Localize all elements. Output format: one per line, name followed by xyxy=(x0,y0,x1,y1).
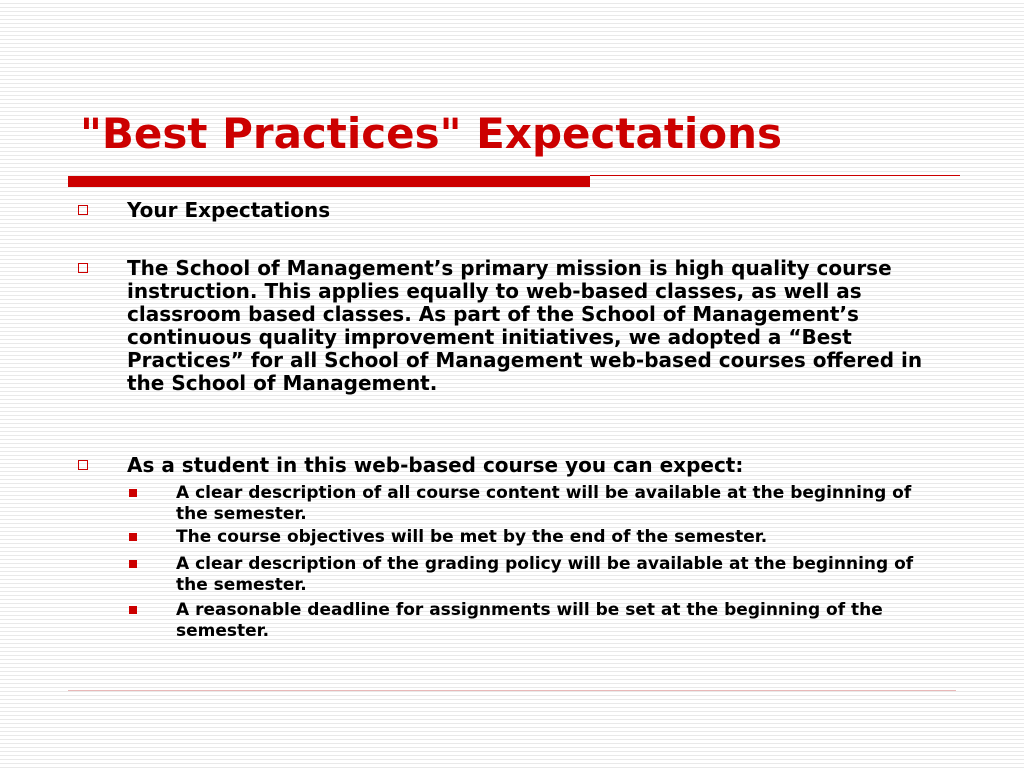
subbullet-course-objectives: The course objectives will be met by the end of the semester. xyxy=(176,527,768,547)
filled-square-bullet-icon xyxy=(129,533,137,541)
hollow-square-bullet-icon xyxy=(78,460,88,470)
bullet-your-expectations: Your Expectations xyxy=(127,198,331,222)
bullet-student-expectations: As a student in this web-based course you can expect: xyxy=(127,453,744,477)
filled-square-bullet-icon xyxy=(129,560,137,568)
footer-divider xyxy=(68,690,956,691)
bullet-mission-statement: The School of Management’s primary mission is high quality course instruction. This applies equally to web-based classes, as well as classroom based classes. As part of the School of Management’s continuous quality improvement initiatives, we adopted a “Best Practices” for all School of Management web-based courses offered in the School of Management. xyxy=(127,256,923,395)
hollow-square-bullet-icon xyxy=(78,205,88,215)
slide-title: "Best Practices" Expectations xyxy=(80,109,783,158)
filled-square-bullet-icon xyxy=(129,606,137,614)
subbullet-course-content: A clear description of all course content will be available at the beginning of the semester. xyxy=(176,483,912,524)
filled-square-bullet-icon xyxy=(129,489,137,497)
subbullet-grading-policy: A clear description of the grading policy will be available at the beginning of the semester. xyxy=(176,554,914,595)
hollow-square-bullet-icon xyxy=(78,263,88,273)
subbullet-assignment-deadlines: A reasonable deadline for assignments will be set at the beginning of the semester. xyxy=(176,600,883,641)
